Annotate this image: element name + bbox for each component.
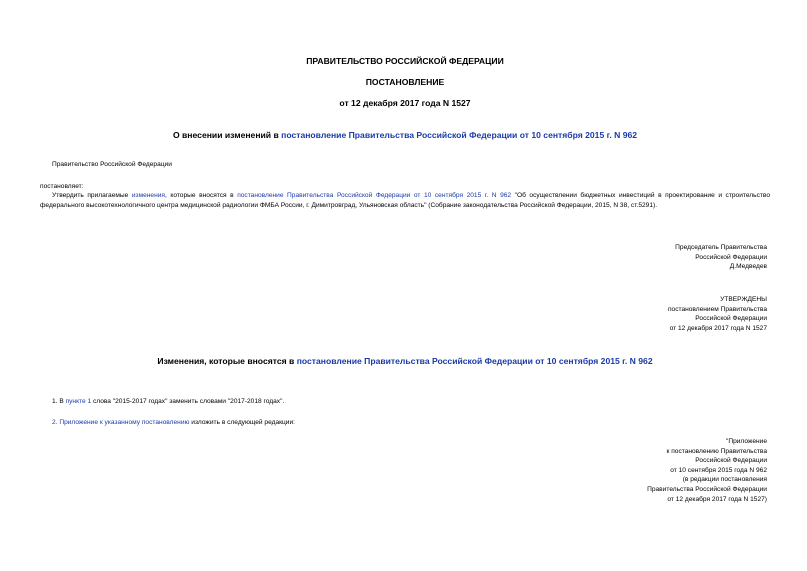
title-link[interactable]: постановление Правительства Российской Федерации от 10 сентября 2015 г. N 962 xyxy=(281,130,638,140)
signature-line-2: Российской Федерации xyxy=(695,253,767,261)
document-title xyxy=(40,130,770,140)
signature-line-3: Д.Медведев xyxy=(729,263,767,271)
item2-text: изложить в следующей редакции: xyxy=(189,419,296,426)
item2-link[interactable]: 2. Приложение к указанному постановлению xyxy=(52,419,190,426)
item1-text-b: слова "2015-2017 годах" заменить словами "2017-2018 годах". xyxy=(91,398,285,405)
appendix-line-6: Правительства Российской Федерации xyxy=(647,485,767,493)
approved-line-1: УТВЕРЖДЕНЫ xyxy=(720,296,767,303)
signature-block xyxy=(675,243,767,272)
approved-line-4: от 12 декабря 2017 года N 1527 xyxy=(669,324,767,332)
item1-link[interactable]: пункте 1 xyxy=(65,398,92,405)
changes-title xyxy=(40,356,770,366)
approve-text-1: Утвердить прилагаемые xyxy=(52,192,132,199)
approved-line-3: Российской Федерации xyxy=(695,315,767,323)
appendix-line-1: "Приложение xyxy=(725,438,767,445)
changes-title-prefix: Изменения, которые вносятся в xyxy=(157,356,297,366)
approve-text-3: "Об осуществлении бюджетных инвестиций в проектирование и строительство федерального высокотехнологичного центра медицинской радиологии ФМБА России, г. Димитровград, Ульяновская область" (Собрание законодательства Российской Федерации, 2015, N 38, ст.5291). xyxy=(40,192,770,209)
title-prefix: О внесении изменений в xyxy=(172,130,282,140)
appendix-line-2: к постановлению Правительства xyxy=(666,447,767,455)
change-item-2 xyxy=(52,418,295,428)
changes-link[interactable]: изменения xyxy=(131,192,165,199)
changes-title-link[interactable]: постановление Правительства Российской Федерации от 10 сентября 2015 г. N 962 xyxy=(296,356,653,366)
item1-text-a: 1. В xyxy=(52,398,66,405)
approved-line-2: постановлением Правительства xyxy=(667,305,767,313)
appendix-line-7: от 12 декабря 2017 года N 1527) xyxy=(667,495,767,503)
appendix-line-3: Российской Федерации xyxy=(695,457,767,465)
approved-block xyxy=(668,295,767,333)
decree-link[interactable]: постановление Правительства Российской Федерации от 10 сентября 2015 г. N 962 xyxy=(237,192,512,199)
document-date: от 12 декабря 2017 года N 1527 xyxy=(339,98,471,108)
appendix-line-5: (в редакции постановления xyxy=(682,476,767,484)
document-type: ПОСТАНОВЛЕНИЕ xyxy=(365,77,445,87)
government-line: Правительство Российской Федерации xyxy=(52,161,172,168)
appendix-line-4: от 10 сентября 2015 года N 962 xyxy=(670,466,767,474)
government-heading: ПРАВИТЕЛЬСТВО РОССИЙСКОЙ ФЕДЕРАЦИИ xyxy=(306,56,504,66)
approve-paragraph xyxy=(40,191,770,210)
decides-line: постановляет: xyxy=(40,183,84,190)
change-item-1 xyxy=(52,397,284,407)
approve-text-2: , которые вносятся в xyxy=(165,192,238,199)
appendix-block xyxy=(647,437,767,504)
signature-line-1: Председатель Правительства xyxy=(675,244,767,251)
